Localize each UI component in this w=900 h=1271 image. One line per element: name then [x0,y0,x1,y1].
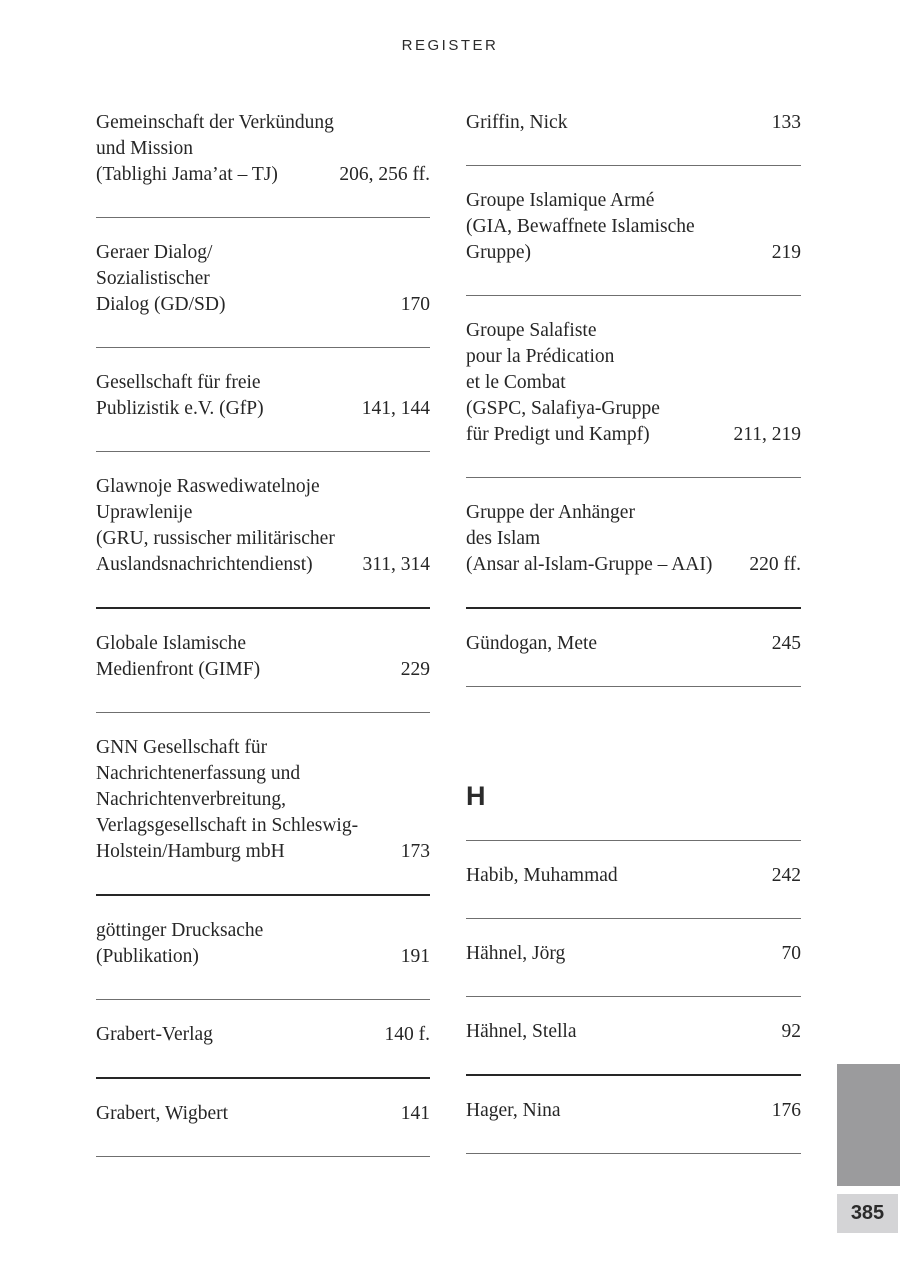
index-entry [96,918,430,970]
entry-page-numbers: 176 [771,1100,801,1121]
entry-term-text: (Ansar al-Islam-Gruppe – AAI) [466,554,713,575]
entry-term-text: des Islam [466,528,541,549]
separator-rule-thick [466,607,801,609]
entry-line [96,162,430,188]
index-entry [96,735,430,865]
entry-line [466,422,801,448]
entry-line [96,1022,430,1048]
entry-line [466,318,801,344]
entry-line [96,787,430,813]
entry-term-text: Dialog (GD/SD) [96,294,226,315]
separator-rule-thin [466,686,801,687]
entry-page-numbers: 140 f. [384,1024,430,1045]
entry-line [96,552,430,578]
entry-line [96,918,430,944]
entry-line [96,500,430,526]
page-number: 385 [850,1202,885,1224]
entry-term-text: Globale Islamische [96,633,246,654]
entry-page-numbers: 311, 314 [362,554,430,575]
entry-line [96,813,430,839]
separator-rule-thin [466,295,801,296]
index-entry [466,631,801,657]
separator-rule-thin [466,996,801,997]
entry-line [96,761,430,787]
entry-line [96,1101,430,1127]
entry-line [466,1019,801,1045]
entry-line [96,136,430,162]
entry-line [466,1098,801,1124]
index-entry [466,110,801,136]
entry-line [466,631,801,657]
entry-page-numbers: 242 [771,865,801,886]
entry-term-text: Groupe Salafiste [466,320,597,341]
entry-line [96,944,430,970]
entry-line [96,110,430,136]
separator-rule-thin [96,999,430,1000]
index-entry [466,500,801,578]
entry-line [466,214,801,240]
index-entry [466,941,801,967]
index-entry [466,1019,801,1045]
index-entry [96,110,430,188]
entry-page-numbers: 191 [400,946,430,967]
entry-term-text: Griffin, Nick [466,112,568,133]
entry-term-text: (Publikation) [96,946,199,967]
index-entry [96,240,430,318]
entry-line [466,110,801,136]
entry-term-text: und Mission [96,138,193,159]
entry-page-numbers: 170 [400,294,430,315]
entry-line [96,396,430,422]
entry-page-numbers: 220 ff. [749,554,801,575]
entry-page-numbers: 133 [771,112,801,133]
entry-line [96,292,430,318]
entry-term-text: Medienfront (GIMF) [96,659,261,680]
entry-page-numbers: 211, 219 [733,424,801,445]
entry-line [466,941,801,967]
index-entry [466,318,801,448]
entry-term-text: Auslandsnachrichtendienst) [96,554,313,575]
entry-line [96,526,430,552]
entry-line [96,266,430,292]
separator-rule-thin [96,712,430,713]
entry-term-text: Hähnel, Stella [466,1021,577,1042]
entry-term-text: Nachrichtenerfassung und [96,763,301,784]
entry-term-text: Sozialistischer [96,268,210,289]
separator-rule-thin [466,840,801,841]
entry-term-text: Gemeinschaft der Verkündung [96,112,334,133]
separator-rule-thick [96,607,430,609]
entry-page-numbers: 141, 144 [361,398,430,419]
entry-term-text: (GSPC, Salafiya-Gruppe [466,398,660,419]
index-entry [96,631,430,683]
entry-term-text: Holstein/Hamburg mbH [96,841,285,862]
entry-line [466,240,801,266]
entry-page-numbers: 173 [400,841,430,862]
entry-line [466,370,801,396]
index-entry [96,1101,430,1127]
entry-page-numbers: 141 [400,1103,430,1124]
separator-rule-thin [466,1153,801,1154]
entry-line [96,240,430,266]
entry-page-numbers: 206, 256 ff. [339,164,430,185]
entry-line [96,370,430,396]
entry-line [466,344,801,370]
entry-line [96,474,430,500]
entry-term-text: Hähnel, Jörg [466,943,566,964]
index-entry [466,863,801,889]
entry-line [466,552,801,578]
separator-rule-thick [96,1077,430,1079]
entry-term-text: Groupe Islamique Armé [466,190,655,211]
separator-rule-thin [96,1156,430,1157]
entry-line [466,526,801,552]
entry-term-text: Glawnoje Raswediwatelnoje [96,476,320,497]
entry-term-text: Geraer Dialog/ [96,242,213,263]
entry-line [96,735,430,761]
entry-page-numbers: 229 [400,659,430,680]
index-column-left [96,110,430,1179]
index-entry [96,1022,430,1048]
page-header-title: REGISTER [401,37,499,54]
index-entry [96,474,430,578]
entry-line [466,396,801,422]
entry-term-text: Grabert, Wigbert [96,1103,229,1124]
entry-page-numbers: 70 [781,943,801,964]
separator-rule-thin [96,451,430,452]
index-entry [96,370,430,422]
entry-term-text: Hager, Nina [466,1100,561,1121]
index-entry [466,1098,801,1124]
entry-term-text: GNN Gesellschaft für [96,737,268,758]
entry-term-text: (Tablighi Jama’at – TJ) [96,164,278,185]
entry-term-text: Publizistik e.V. (GfP) [96,398,264,419]
entry-term-text: pour la Prédication [466,346,615,367]
entry-term-text: et le Combat [466,372,566,393]
entry-line [466,863,801,889]
entry-term-text: Gündogan, Mete [466,633,598,654]
entry-line [96,839,430,865]
entry-term-text: Uprawlenije [96,502,193,523]
entry-term-text: (GIA, Bewaffnete Islamische [466,216,695,237]
entry-term-text: für Predigt und Kampf) [466,424,650,445]
section-heading: H [466,781,486,811]
entry-line [96,657,430,683]
separator-rule-thick [96,894,430,896]
entry-term-text: Habib, Muhammad [466,865,618,886]
entry-page-numbers: 219 [771,242,801,263]
index-column-right [466,110,801,1176]
entry-page-numbers: 92 [781,1021,801,1042]
entry-line [466,188,801,214]
entry-line [96,631,430,657]
entry-term-text: Gruppe) [466,242,531,263]
separator-rule-thin [466,165,801,166]
entry-term-text: Verlagsgesellschaft in Schleswig- [96,815,359,836]
separator-rule-thin [466,918,801,919]
index-entry [466,188,801,266]
entry-line [466,500,801,526]
separator-rule-thin [466,477,801,478]
separator-rule-thin [96,217,430,218]
entry-term-text: göttinger Drucksache [96,920,264,941]
separator-rule-thick [466,1074,801,1076]
separator-rule-thin [96,347,430,348]
entry-term-text: Grabert-Verlag [96,1024,213,1045]
entry-page-numbers: 245 [771,633,801,654]
page-number-box [837,1194,898,1233]
entry-term-text: (GRU, russischer militärischer [96,528,335,549]
entry-term-text: Gruppe der Anhänger [466,502,635,523]
entry-term-text: Nachrichtenverbreitung, [96,789,287,810]
chapter-thumb-tab [837,1064,900,1186]
entry-term-text: Gesellschaft für freie [96,372,261,393]
